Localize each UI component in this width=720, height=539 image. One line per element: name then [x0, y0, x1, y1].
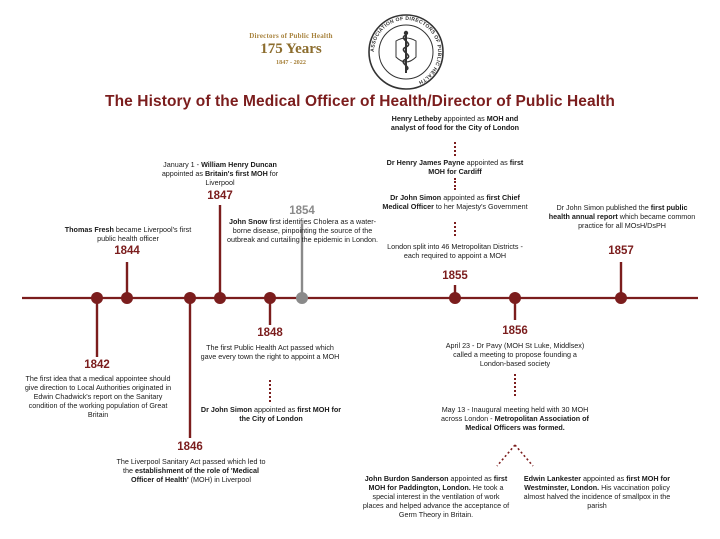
year-1856: 1856: [502, 325, 528, 337]
event-1847-text: January 1 - William Henry Duncan appointed as Britain's first MOH for Liverpool: [161, 160, 279, 187]
event-1846-text: The Liverpool Sanitary Act passed which led to the establishment of the role of 'Medical Officer of Health' (MOH) in Liverpool: [116, 457, 266, 484]
event-1848-text: The first Public Health Act passed which gave every town the right to appoint a MOH: [200, 343, 340, 361]
marker-1855: [449, 292, 461, 304]
year-1842: 1842: [84, 359, 110, 371]
event-1848-simon: Dr John Simon appointed as first MOH for the City of London: [200, 405, 342, 423]
seal-ring-text: ASSOCIATION OF DIRECTORS OF PUBLIC HEALTH: [369, 15, 443, 86]
org-line: Directors of Public Health: [249, 32, 333, 40]
marker-1846: [184, 292, 196, 304]
year-1844: 1844: [114, 245, 140, 257]
years-range: 1847 - 2022: [276, 59, 306, 66]
years-text: 175 Years: [260, 41, 322, 57]
event-1855-letheby: Henry Letheby appointed as MOH and analyst of food for the City of London: [390, 114, 520, 132]
marker-1854: [296, 292, 308, 304]
year-1846: 1846: [177, 441, 203, 453]
event-1855-districts: London split into 46 Metropolitan Districts - each required to appoint a MOH: [387, 242, 523, 260]
connector-1856-a: [514, 374, 516, 396]
event-1842-text: The first idea that a medical appointee should give direction to Local Authorities originated in Edwin Chadwick's report on the Sanitary condition of the working population of Great Britain: [24, 374, 172, 419]
branch-right: [515, 445, 533, 466]
page-title: The History of the Medical Officer of Health/Director of Public Health: [105, 93, 615, 110]
event-1857-text: Dr John Simon published the first public health annual report which became common practice for all MOsH/DsPH: [548, 203, 696, 230]
event-1844-text: Thomas Fresh became Liverpool's first public health officer: [64, 225, 192, 243]
event-1856-meeting: May 13 - Inaugural meeting held with 30 MOH across London - Metropolitan Association of Medical Officers was formed.: [441, 405, 589, 432]
connector-1848: [269, 380, 271, 402]
event-1855-payne: Dr Henry James Payne appointed as first MOH for Cardiff: [386, 158, 524, 176]
year-1857: 1857: [608, 245, 634, 257]
marker-1844: [121, 292, 133, 304]
connector-1855-c: [454, 222, 456, 236]
marker-1856: [509, 292, 521, 304]
event-1844-name: Thomas Fresh: [64, 225, 114, 234]
event-1856-pavy: April 23 - Dr Pavy (MOH St Luke, Middlsex) called a meeting to propose founding a London-based society: [445, 341, 585, 368]
year-1855: 1855: [442, 270, 468, 282]
marker-1857: [615, 292, 627, 304]
year-1847: 1847: [207, 190, 233, 202]
year-1848: 1848: [257, 327, 283, 339]
branch-left: [497, 445, 515, 466]
event-1856-lankester: Edwin Lankester appointed as first MOH for Westminster, London. His vaccination policy almost halved the incidence of smallpox in the parish: [523, 474, 671, 510]
marker-1842: [91, 292, 103, 304]
marker-1848: [264, 292, 276, 304]
event-1855-simon: Dr John Simon appointed as first Chief Medical Officer to her Majesty's Government: [382, 193, 528, 211]
event-1854-text: John Snow first identifies Cholera as a water-borne disease, pinpointing the source of the outbreak and curtailing the epidemic in London.: [226, 217, 379, 244]
year-1854: 1854: [289, 205, 315, 217]
marker-1847: [214, 292, 226, 304]
event-1856-sanderson: John Burdon Sanderson appointed as first MOH for Paddington, London. He took a special interest in the ventilation of work places and helped advance the acceptance of Germ Theory in Britain.: [362, 474, 510, 519]
connector-1855-a: [454, 142, 456, 156]
connector-1855-b: [454, 178, 456, 190]
